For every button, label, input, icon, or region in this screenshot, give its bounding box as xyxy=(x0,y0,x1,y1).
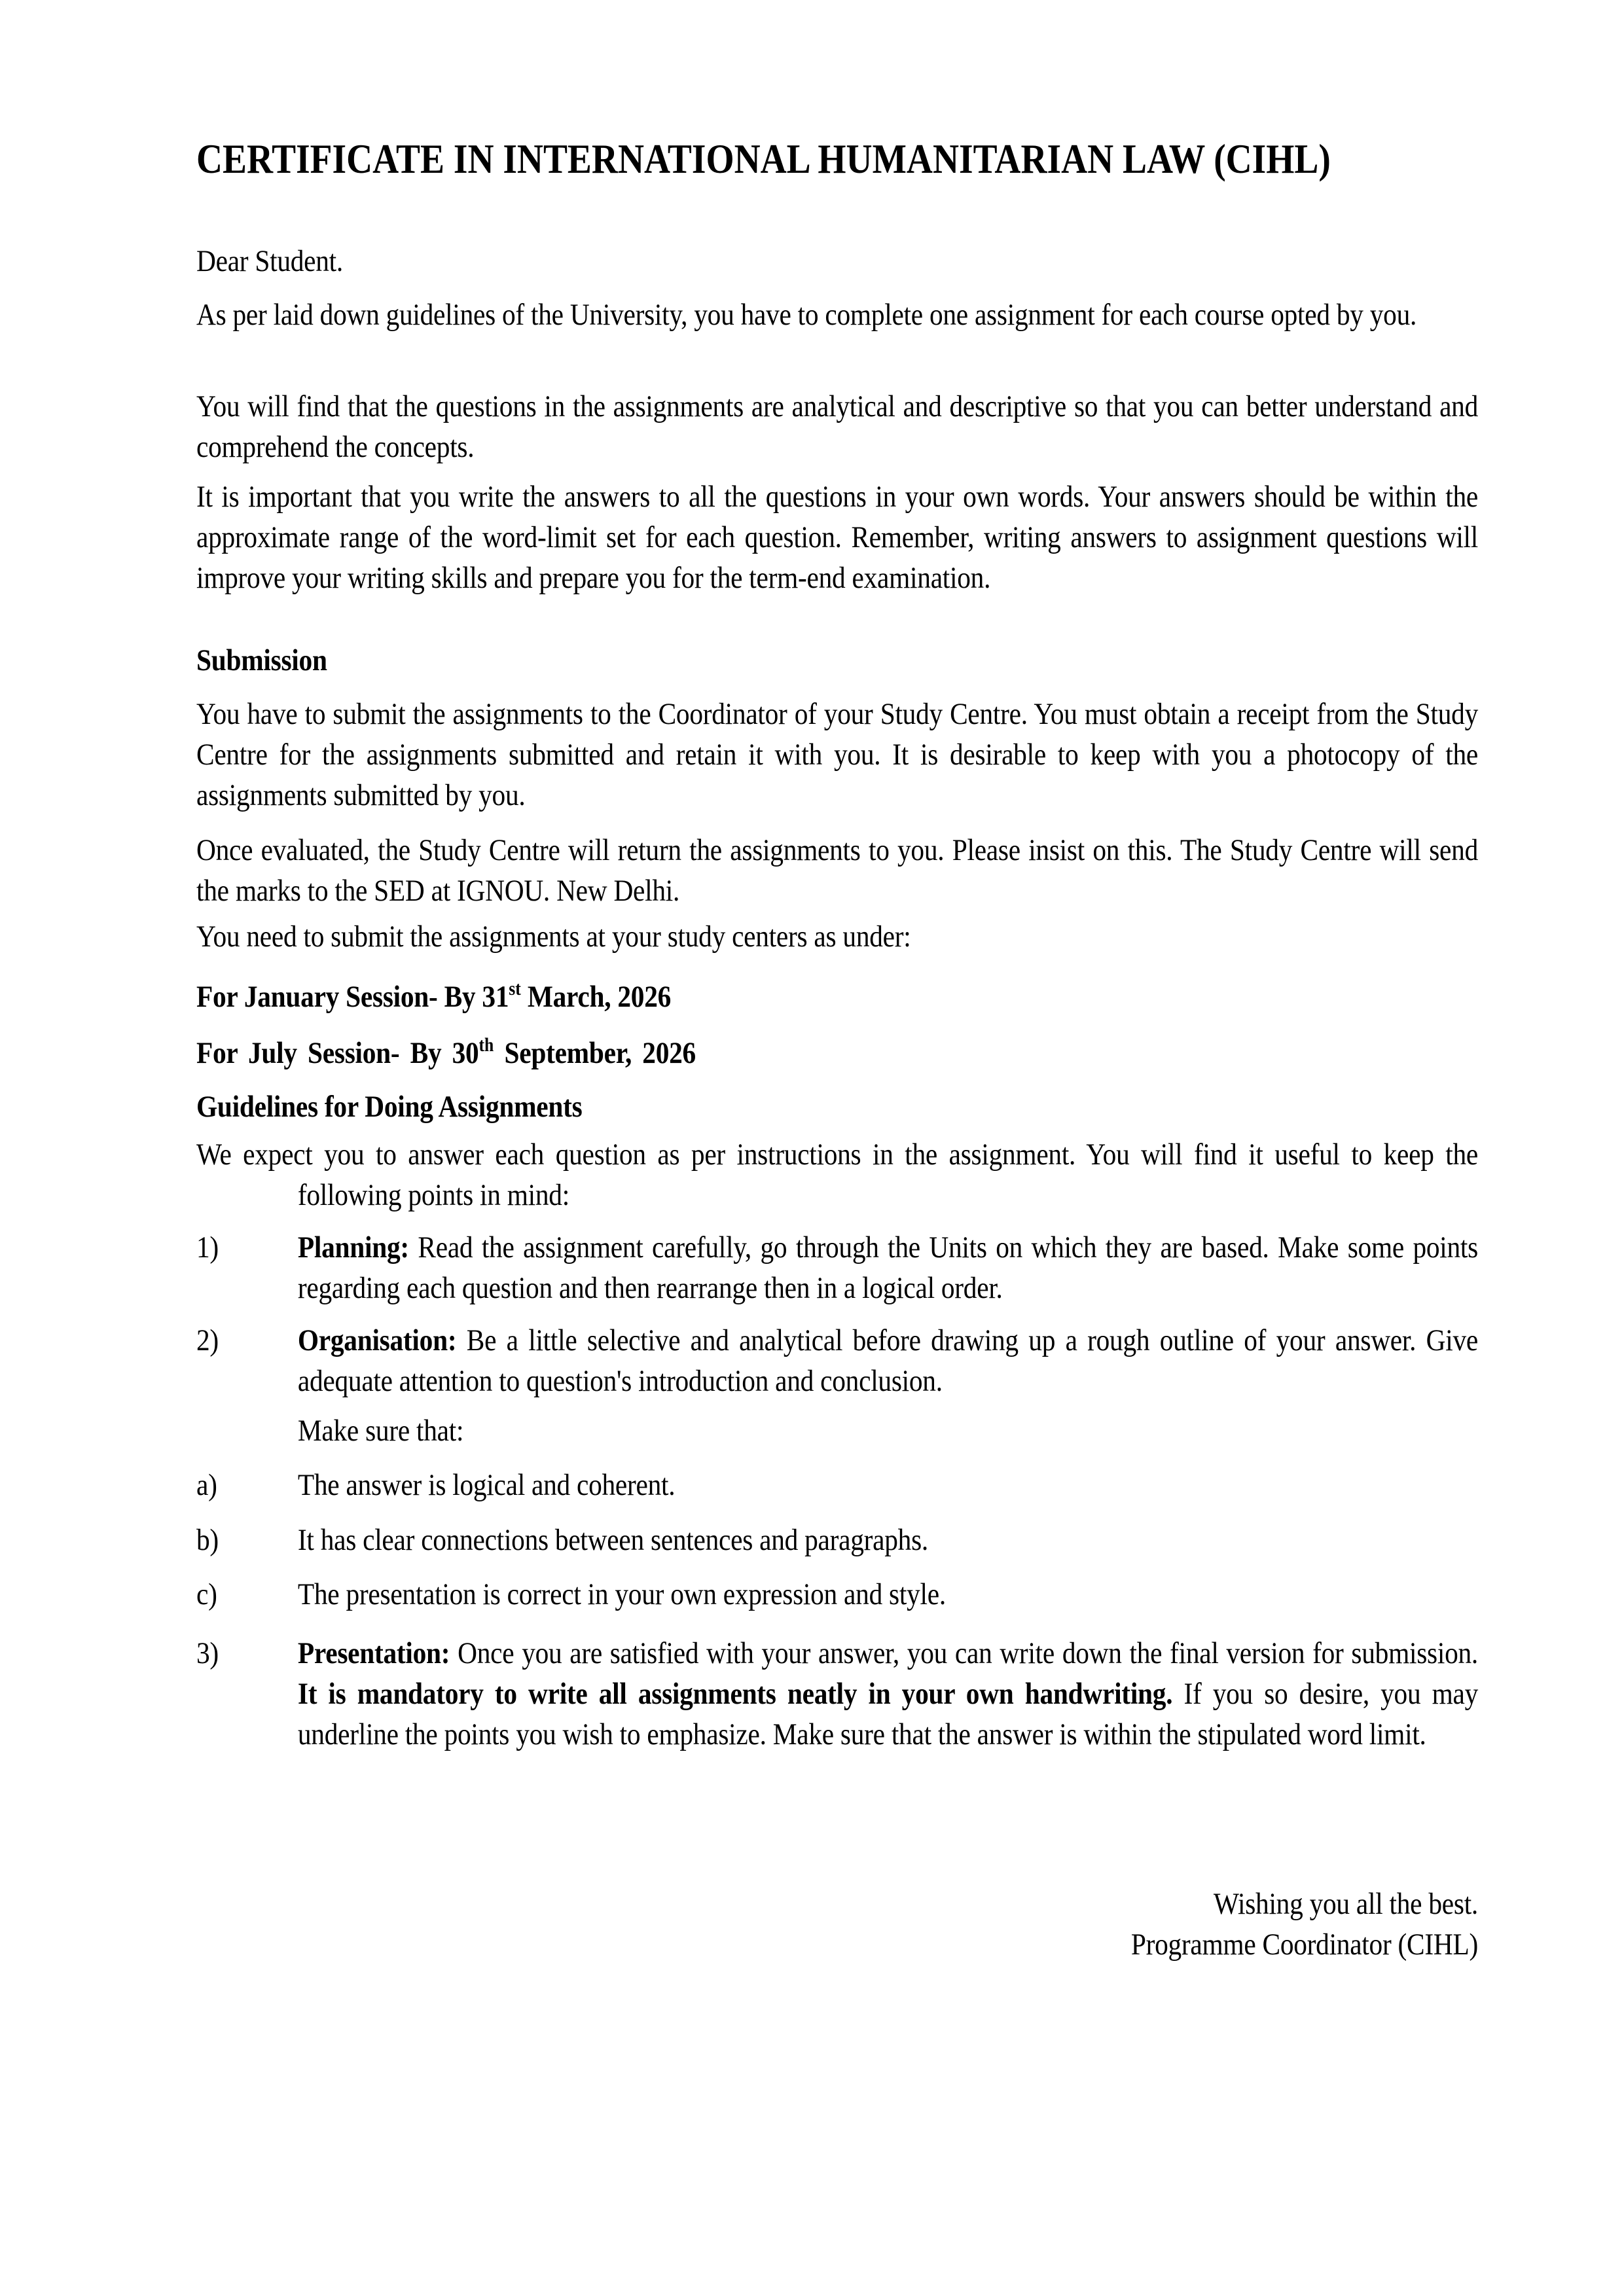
session-january-suffix: March, 2026 xyxy=(520,980,672,1014)
session-july-prefix: For July Session- By 30 xyxy=(196,1036,479,1070)
list-item-organisation xyxy=(196,1320,1478,1401)
paragraph-submit-note: You need to submit the assignments at your study centers as under: xyxy=(196,920,911,954)
list-item-text: Once you are satisfied with your answer, you can write down the final version for submission. xyxy=(450,1636,1478,1670)
paragraph-university-guidelines: As per laid down guidelines of the University, you have to complete one assignment for each course opted by you. xyxy=(196,298,1417,332)
paragraph-questions-nature: You will find that the questions in the assignments are analytical and descriptive so that you can better understand and comprehend the concepts. xyxy=(196,389,1478,464)
list-marker: 3) xyxy=(196,1636,219,1670)
document-page xyxy=(196,0,1478,2296)
closing-signature: Programme Coordinator (CIHL) xyxy=(1130,1928,1478,1962)
guidelines-heading: Guidelines for Doing Assignments xyxy=(196,1090,583,1124)
session-deadline-january xyxy=(196,977,1478,1021)
list-item-text: Read the assignment carefully, go through the Units on which they are based. Make some points regarding each question and then rearrange then in a logical order. xyxy=(297,1230,1479,1305)
list-marker: 1) xyxy=(196,1230,219,1265)
paragraph-own-words: It is important that you write the answers to all the questions in your own words. Your answers should be within the approximate range of the word-limit set for each question. Remember, writing answers to assignment questions will improve your writing skills and prepare you for the term-end examination. xyxy=(196,480,1478,595)
sub-item-text: The presentation is correct in your own expression and style. xyxy=(297,1577,946,1611)
submission-heading: Submission xyxy=(196,643,327,677)
sub-item-text: It has clear connections between sentences and paragraphs. xyxy=(297,1523,928,1557)
sub-item-c xyxy=(196,1574,1478,1615)
paragraph-submit-coordinator: You have to submit the assignments to the Coordinator of your Study Centre. You must obtain a receipt from the Study Centre for the assignments submitted and retain it with you. It is desirable to keep with you a photocopy of the assignments submitted by you. xyxy=(196,697,1478,812)
list-item-lead: Planning: xyxy=(297,1230,409,1265)
paragraph-guidelines-intro: We expect you to answer each question as per instructions in the assignment. You will find it useful to keep the following points in mind: xyxy=(196,1138,1478,1212)
list-marker: a) xyxy=(196,1468,217,1502)
make-sure-line: Make sure that: xyxy=(297,1414,464,1448)
list-marker: b) xyxy=(196,1523,219,1557)
salutation: Dear Student. xyxy=(196,244,344,278)
closing-wish: Wishing you all the best. xyxy=(1213,1887,1478,1921)
list-item-lead: Presentation: xyxy=(297,1636,450,1670)
sub-item-text: The answer is logical and coherent. xyxy=(297,1468,676,1502)
list-item-lead: Organisation: xyxy=(297,1323,457,1357)
session-january-prefix: For January Session- By 31 xyxy=(196,980,509,1014)
list-item-presentation xyxy=(196,1633,1478,1755)
list-marker: 2) xyxy=(196,1323,219,1357)
list-item-text-tail: If you so desire, you may underline the points you wish to emphasize. Make sure that the answer is within the stipulated word limit. xyxy=(297,1677,1478,1751)
list-marker: c) xyxy=(196,1577,217,1611)
list-item-planning xyxy=(196,1227,1478,1308)
page-title: CERTIFICATE IN INTERNATIONAL HUMANITARIAN LAW (CIHL) xyxy=(196,136,1331,182)
sub-item-b xyxy=(196,1520,1478,1560)
list-item-text: Be a little selective and analytical before drawing up a rough outline of your answer. Give adequate attention to question's introduction and conclusion. xyxy=(297,1323,1478,1398)
session-deadline-july xyxy=(196,1033,1478,1077)
paragraph-once-evaluated: Once evaluated, the Study Centre will return the assignments to you. Please insist on this. The Study Centre will send the marks to the SED at IGNOU. New Delhi. xyxy=(196,833,1478,908)
session-july-suffix: September, 2026 xyxy=(494,1036,696,1070)
ordinal-superscript: th xyxy=(478,1034,494,1056)
list-item-bold-emphasis: It is mandatory to write all assignments neatly in your own handwriting. xyxy=(297,1677,1173,1711)
ordinal-superscript: st xyxy=(509,978,521,999)
sub-item-a xyxy=(196,1465,1478,1505)
